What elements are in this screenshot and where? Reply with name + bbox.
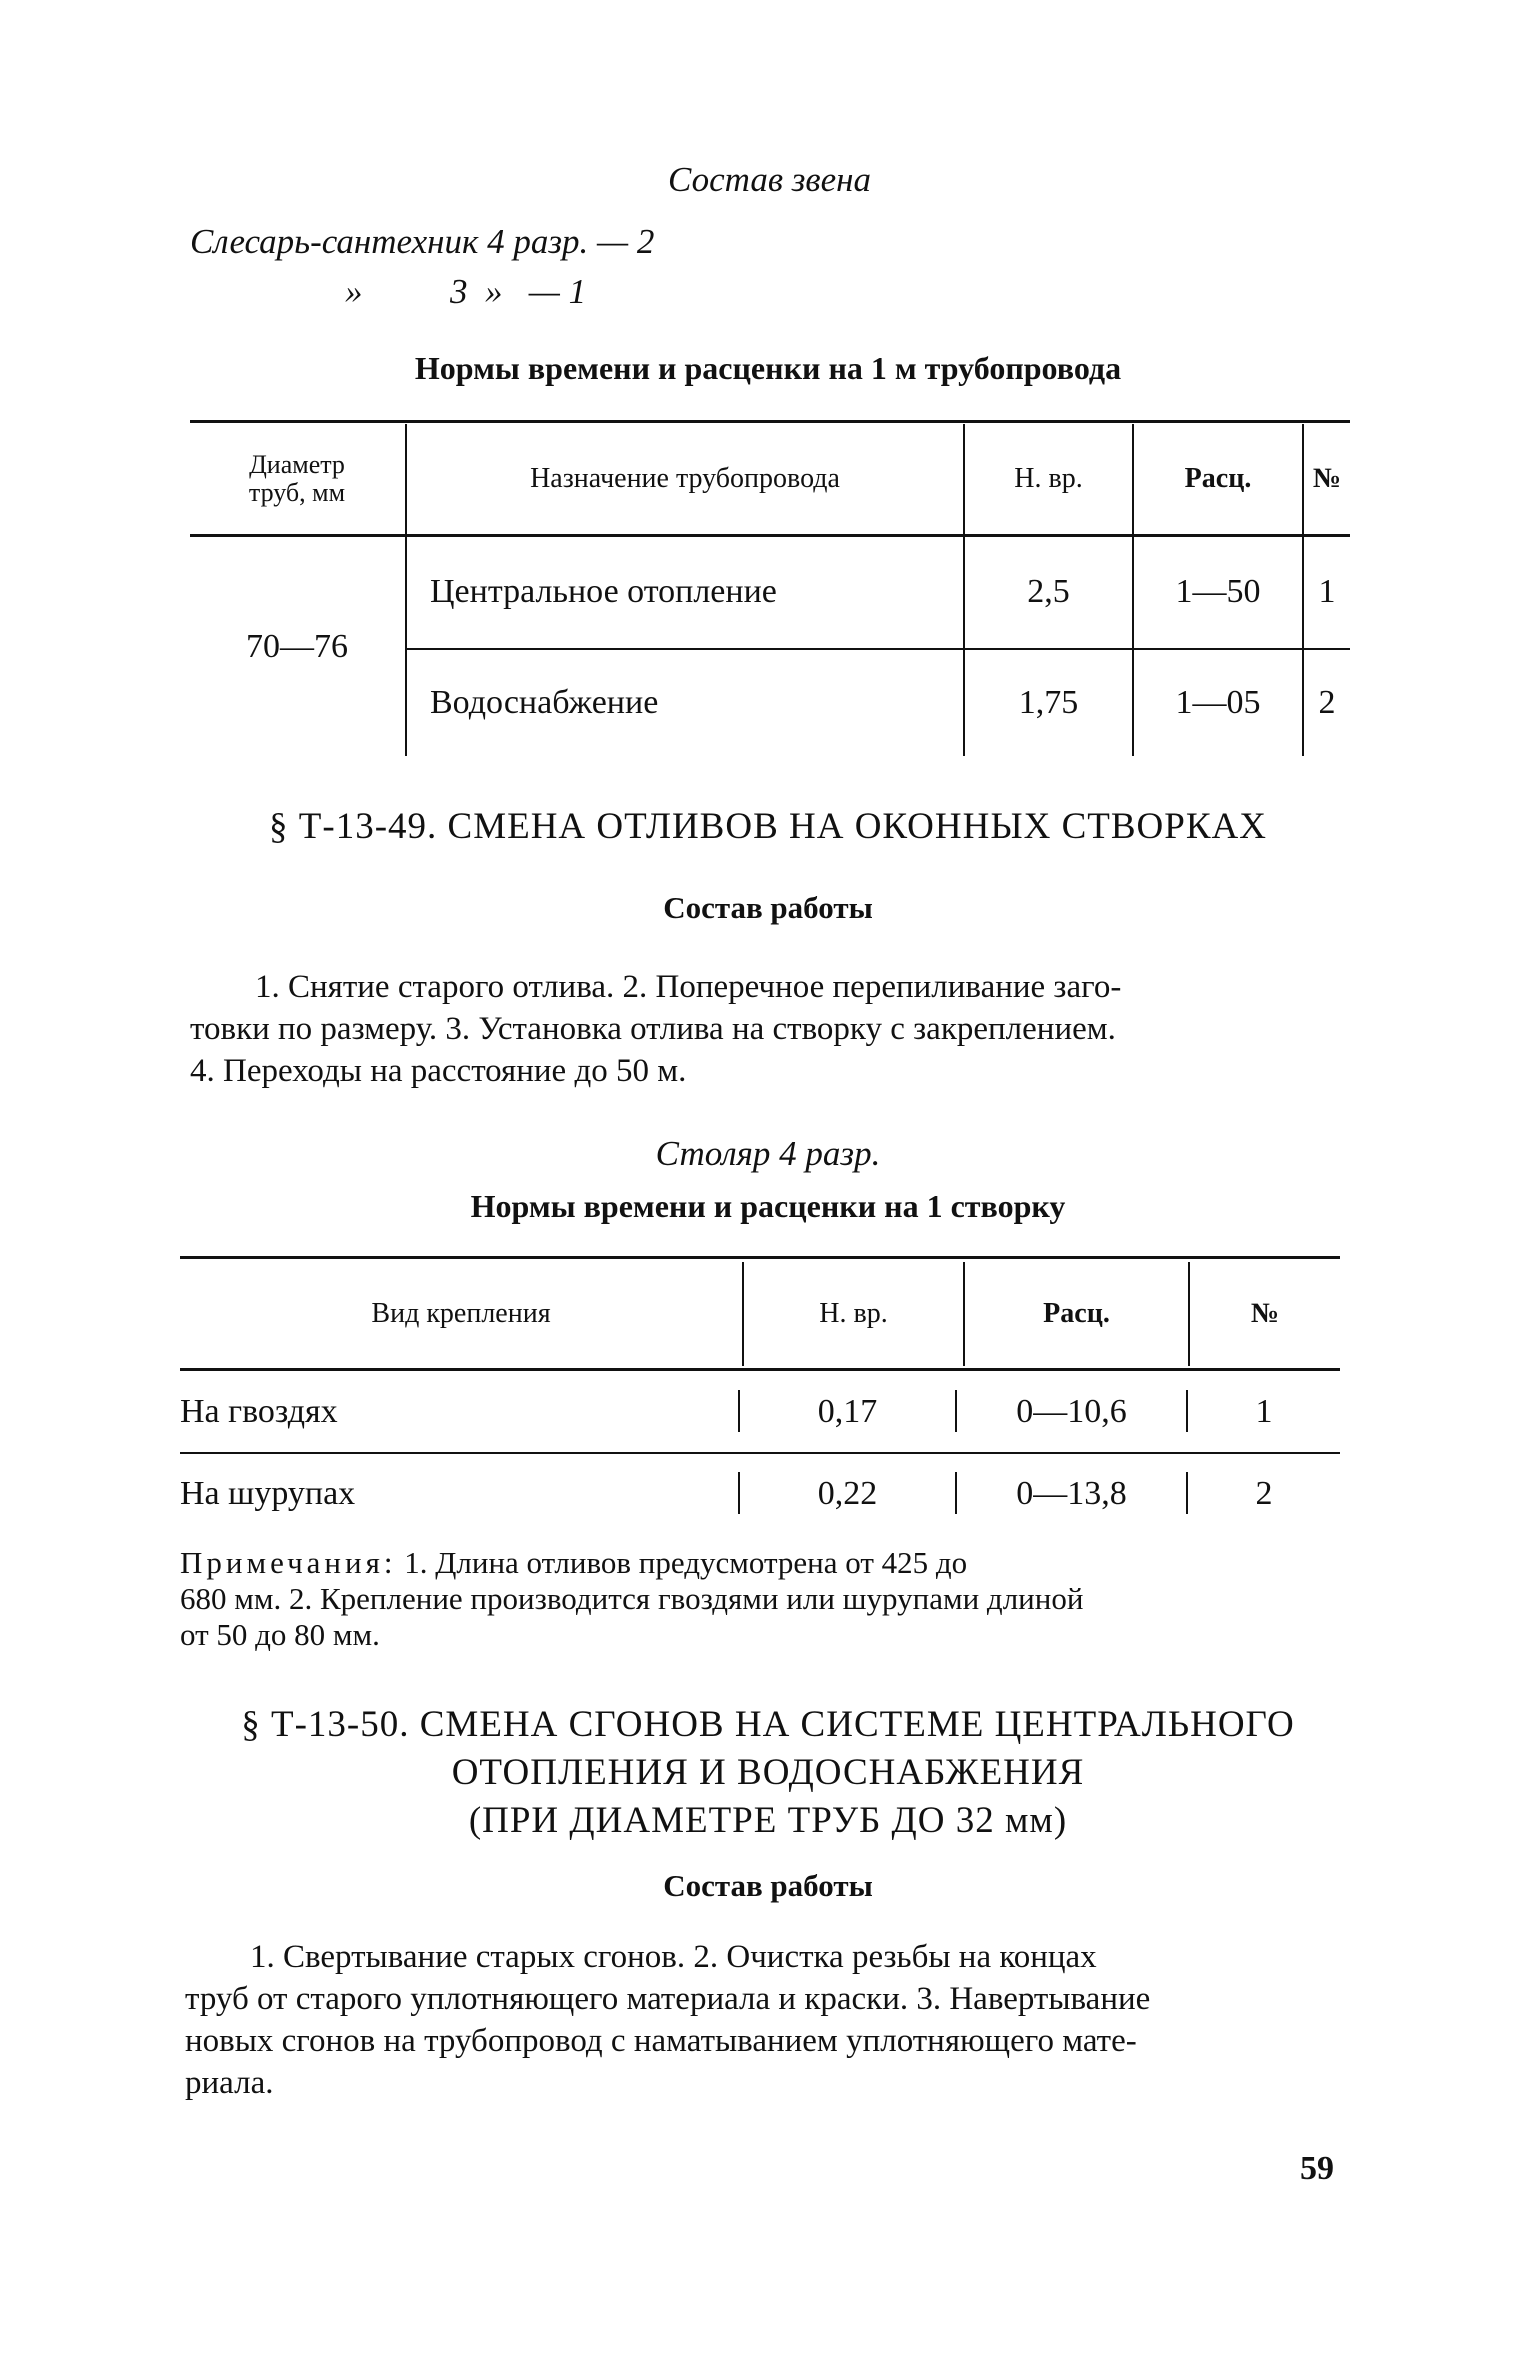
table2-row-2-norm: 0,22 [817, 1475, 878, 1512]
section50-work-line-3: новых сгонов на трубопровод с наматыванием уплотняющего мате- [185, 2023, 1137, 2059]
table1-row-2-num: 2 [1318, 684, 1336, 721]
section49-work-title: Состав работы [663, 890, 873, 925]
notes-lead: Примечания: [180, 1545, 397, 1580]
section49-work-line-3: 4. Переходы на расстояние до 50 м. [190, 1053, 687, 1089]
section50-heading-line-1: § Т-13-50. СМЕНА СГОНОВ НА СИСТЕМЕ ЦЕНТРАЛЬНОГО [241, 1704, 1295, 1745]
section50-heading-line-2: ОТОПЛЕНИЯ И ВОДОСНАБЖЕНИЯ [451, 1752, 1085, 1793]
table1-diameter: 70—76 [246, 628, 348, 665]
table2-header-rate: Расц. [1043, 1298, 1110, 1329]
table2-row-1-num: 1 [1255, 1392, 1273, 1430]
section49-note-line-1 [180, 1545, 1340, 1581]
crew-line-1: Слесарь-сантехник 4 разр. — 2 [190, 222, 655, 261]
page-number: 59 [1300, 2150, 1334, 2187]
table2-row-2-type: На шурупах [180, 1475, 356, 1512]
table2-row-2-rate: 0—13,8 [1016, 1475, 1127, 1512]
table1-row-2-purpose: Водоснабжение [430, 684, 659, 721]
notes-text-1: 1. Длина отливов предусмотрена от 425 до [404, 1545, 968, 1580]
table2-row-1-type: На гвоздях [180, 1392, 338, 1430]
table1-header-num: № [1312, 463, 1342, 494]
section50-work-line-2: труб от старого уплотняющего материала и краски. 3. Навертывание [185, 1981, 1151, 2017]
table1-row-1-norm: 2,5 [1027, 573, 1070, 610]
table1-row-2-rate: 1—05 [1175, 684, 1261, 721]
table2-header-num: № [1250, 1298, 1280, 1329]
section50-heading-line-3: (ПРИ ДИАМЕТРЕ ТРУБ ДО 32 мм) [468, 1800, 1068, 1841]
section49-table-caption: Нормы времени и расценки на 1 створку [470, 1188, 1066, 1224]
table1-header-rate: Расц. [1184, 463, 1252, 494]
table2-header-norm: Н. вр. [819, 1298, 888, 1329]
section50-work-title: Состав работы [663, 1868, 873, 1903]
table1-row-2-norm: 1,75 [1018, 684, 1079, 721]
crew-title: Состав звена [668, 160, 872, 199]
section49-worker: Столяр 4 разр. [655, 1134, 881, 1173]
section49-note-line-3: от 50 до 80 мм. [180, 1617, 380, 1652]
section50-work-text [185, 1936, 1340, 2146]
section50-work-line-1: 1. Свертывание старых сгонов. 2. Очистка резьбы на концах [250, 1939, 1097, 1975]
table1-header-diameter: Диаметр труб, мм [248, 450, 346, 507]
section49-work-text [190, 966, 1340, 1134]
table1-header-purpose: Назначение трубопровода [530, 463, 840, 494]
section50-work-line-4: риала. [185, 2065, 274, 2101]
table2-row-1-rate: 0—10,6 [1016, 1392, 1127, 1430]
section49-notes [180, 1545, 1340, 1653]
section49-work-line-1: 1. Снятие старого отлива. 2. Поперечное перепиливание заго- [255, 969, 1122, 1005]
section49-work-line-2: товки по размеру. 3. Установка отлива на створку с закреплением. [190, 1011, 1116, 1047]
table2-row-1-norm: 0,17 [817, 1392, 878, 1430]
section49-heading: § Т-13-49. СМЕНА ОТЛИВОВ НА ОКОННЫХ СТВОРКАХ [269, 806, 1267, 847]
crew-line-2: » 3 » — 1 [345, 272, 587, 311]
table1-caption: Нормы времени и расценки на 1 м трубопровода [414, 350, 1122, 386]
table1-row-1-rate: 1—50 [1175, 573, 1261, 610]
table1-row-1-purpose: Центральное отопление [430, 573, 777, 610]
table2-row-2-num: 2 [1255, 1475, 1273, 1512]
section49-note-line-2: 680 мм. 2. Крепление производится гвоздями или шурупами длиной [180, 1581, 1084, 1616]
table1-header-norm: Н. вр. [1014, 463, 1083, 494]
table2-header-type: Вид крепления [371, 1298, 551, 1329]
table1-row-1-num: 1 [1318, 573, 1336, 610]
